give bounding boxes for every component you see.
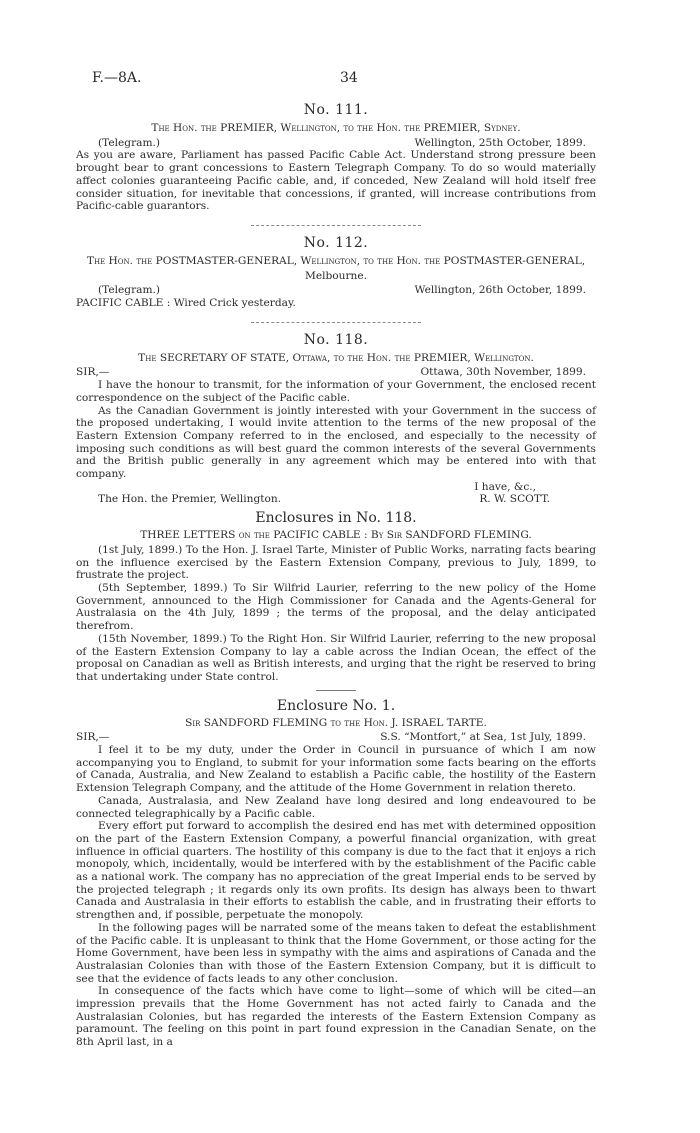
telegram-line bbox=[76, 284, 596, 297]
signature-row bbox=[76, 493, 596, 506]
section-heading: The Hon. the POSTMASTER-GENERAL, Wellington, to the Hon. the POSTMASTER-GENERAL, bbox=[86, 254, 586, 267]
letter-paragraph: Canada, Australasia, and New Zealand have long desired and long endeavoured to be connected telegraphically by a Pacific cable. bbox=[76, 794, 596, 820]
section-title: No. 112. bbox=[303, 234, 369, 251]
letter-paragraph: I have the honour to transmit, for the information of your Government, the enclosed recent correspondence on the subject of the Pacific cable. bbox=[76, 379, 596, 404]
place-date: Ottawa, 30th November, 1899. bbox=[420, 366, 586, 379]
document-id: F.—8A. bbox=[92, 70, 142, 86]
page-header bbox=[92, 70, 608, 90]
telegram-line bbox=[76, 137, 596, 150]
medium-label: (Telegram.) bbox=[98, 136, 161, 149]
message-prefix: PACIFIC CABLE : bbox=[76, 297, 171, 310]
salutation-line bbox=[76, 366, 596, 379]
salutation-line bbox=[76, 731, 596, 744]
enclosure-1-section bbox=[76, 698, 596, 1049]
enclosure-summary: (5th September, 1899.) To Sir Wilfrid Laurier, referring to the new policy of the Home Government, announced to the High Commissioner for Canada and the Agents-General for Australasia on the 4th July, 1899 ; the terms of the proposal, and the delay anticipated therefrom. bbox=[76, 581, 596, 633]
closing: I have, &c., bbox=[474, 480, 536, 493]
section-divider bbox=[251, 322, 421, 324]
section-title: No. 111. bbox=[303, 102, 369, 118]
place-date: Wellington, 25th October, 1899. bbox=[414, 136, 586, 149]
enclosure-summary: (15th November, 1899.) To the Right Hon. Sir Wilfrid Laurier, referring to the new proposal of the Eastern Extension Company to lay a cable across the Indian Ocean, the effect of the proposal on Canadian as well as British interests, and urging that the right be reserved to bring that undertaking under State control. bbox=[76, 632, 596, 683]
message-text: Wired Crick yesterday. bbox=[173, 297, 296, 310]
enclosure-heading: Sir SANDFORD FLEMING to the Hon. J. ISRAEL TARTE. bbox=[185, 716, 487, 729]
message-body bbox=[76, 297, 596, 310]
medium-label: (Telegram.) bbox=[98, 284, 161, 297]
page-number: 34 bbox=[340, 70, 358, 86]
enclosures-title: Enclosures in No. 118. bbox=[255, 510, 417, 527]
section-title: No. 118. bbox=[303, 331, 369, 348]
section-heading: The Hon. the PREMIER, Wellington, to the Hon. the PREMIER, Sydney. bbox=[151, 122, 521, 134]
letter-paragraph: In the following pages will be narrated some of the means taken to defeat the establishment of the Pacific cable. It is unpleasant to think that the Home Government, or those acting for the Home Government, have been less in sympathy with the aims and aspirations of Canada and the Australasian Colonies than with those of the Eastern Extension Company, but it is difficult to see that the evidence of facts leads to any other conclusion. bbox=[76, 921, 596, 985]
letter-paragraph: In consequence of the facts which have come to light—some of which will be cited—an impression prevails that the Home Government has not acted fairly to Canada and the Australasian Colonies, but has regarded the interests of the Eastern Extension Company as paramount. The feeling on this point in part found expression in the Canadian Senate, on the 8th April last, in a bbox=[76, 985, 596, 1049]
letter-paragraph: Every effort put forward to accomplish the desired end has met with determined opposition on the part of the Eastern Extension Company, a powerful financial organization, with great influence in official quarters. The hostility of this company is due to the fact that it enjoys a rich monopoly, which, incidentally, would be interfered with by the establishment of the Pacific cable as a national work. The company has no appreciation of the great Imperial ends to be served by the projected telegraph ; it regards only its own profits. Its design has always been to thwart Canada and Australasia in their efforts to establish the cable, and in frustrating their efforts to strengthen and, if possible, perpetuate the monopoly. bbox=[76, 820, 596, 922]
salutation: SIR,— bbox=[76, 366, 110, 379]
place-date: Wellington, 26th October, 1899. bbox=[414, 284, 586, 297]
addressee: The Hon. the Premier, Wellington. bbox=[98, 493, 282, 506]
enclosures-section bbox=[76, 510, 596, 683]
section-no-111 bbox=[76, 102, 596, 213]
signature: R. W. SCOTT. bbox=[479, 493, 550, 506]
section-divider bbox=[251, 225, 421, 227]
section-divider bbox=[316, 690, 356, 692]
letter-paragraph: As the Canadian Government is jointly interested with your Government in the success of the proposed undertaking, I would invite attention to the terms of the new proposal of the Eastern Extension Company referred to in the enclosed, and especially to the necessity of imposing such conditions as will best guard the common interests of the several Governments and the British public generally in any agreement which may be entered into with that company. bbox=[76, 404, 596, 481]
section-heading-continued: Melbourne. bbox=[304, 269, 367, 282]
section-no-112 bbox=[76, 235, 596, 310]
enclosure-summary: (1st July, 1899.) To the Hon. J. Israel Tarte, Minister of Public Works, narrating facts bearing on the influence exercised by the Eastern Extension Company, previous to July, 1899, to frustrate the project. bbox=[76, 543, 596, 582]
page-content bbox=[76, 96, 596, 1049]
place-date: S.S. “Montfort,” at Sea, 1st July, 1899. bbox=[380, 731, 586, 744]
enclosure-title: Enclosure No. 1. bbox=[276, 697, 396, 714]
section-heading: The SECRETARY OF STATE, Ottawa, to the Hon. the PREMIER, Wellington. bbox=[138, 351, 534, 364]
enclosures-subtitle: THREE LETTERS on the PACIFIC CABLE : By Sir SANDFORD FLEMING. bbox=[140, 529, 532, 542]
message-body: As you are aware, Parliament has passed Pacific Cable Act. Understand strong pressure been brought bear to grant concessions to Eastern Telegraph Company. To do so would materially affect colonies guaranteeing Pacific cable, and, if conceded, New Zealand will hold itself free consider situation, for inevitable that concessions, if granted, will increase contributions from Pacific-cable guarantors. bbox=[76, 149, 596, 213]
letter-paragraph: I feel it to be my duty, under the Order in Council in pursuance of which I am now accompanying you to England, to submit for your information some facts bearing on the efforts of Canada, Australia, and New Zealand to establish a Pacific cable, the hostility of the Eastern Extension Telegraph Company, and the attitude of the Home Government in relation thereto. bbox=[76, 744, 596, 795]
section-no-118 bbox=[76, 332, 596, 506]
salutation: SIR,— bbox=[76, 731, 110, 744]
